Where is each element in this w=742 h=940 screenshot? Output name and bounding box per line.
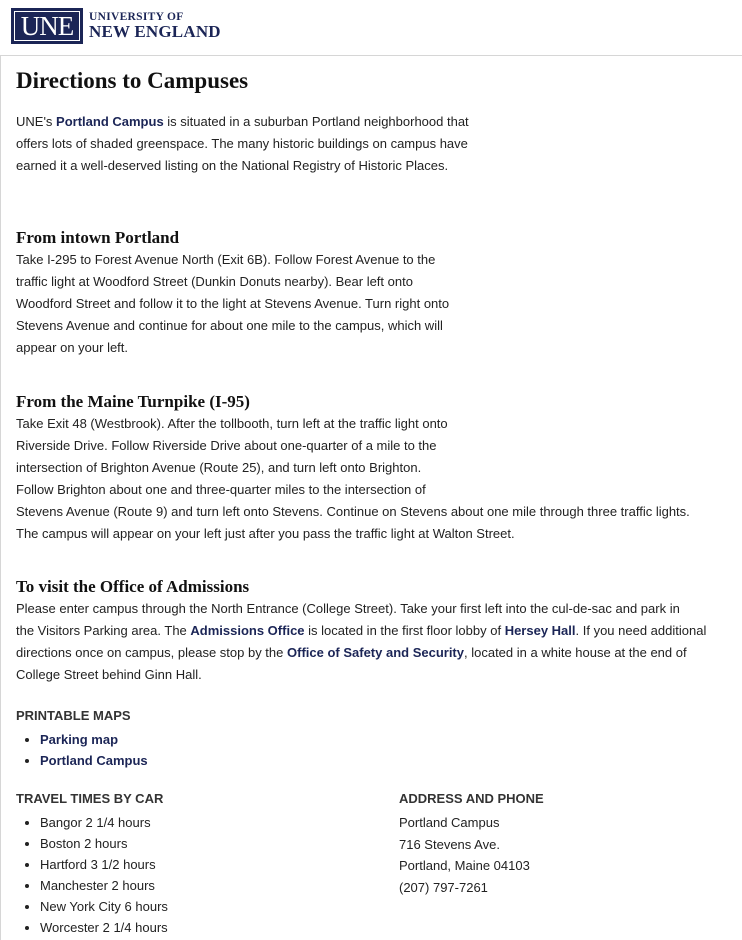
- parking-map-link[interactable]: Parking map: [40, 732, 119, 747]
- intown-directions: [16, 249, 536, 359]
- list-item: • Manchester 2 hours: [40, 875, 168, 896]
- page-title: Directions to Campuses: [16, 68, 249, 93]
- intro-text-post: is situated in a suburban Portland neighborhood that offers lots of shaded greenspace. The many historic buildings on campus have earned it a well-deserved listing on the National Registry of Historic Places.: [16, 114, 469, 173]
- list-item: [40, 729, 148, 750]
- admissions-section: [16, 576, 742, 686]
- turnpike-line: Stevens Avenue (Route 9) and turn left onto Stevens. Continue on Stevens about one mile through three traffic lights.: [16, 504, 690, 519]
- turnpike-line: Follow Brighton about one and three-quarter miles to the intersection of: [16, 482, 426, 497]
- logo-mark: UNE: [11, 8, 83, 44]
- address-section: [399, 790, 544, 898]
- intown-line: appear on your left.: [16, 340, 129, 355]
- intro-text-pre: UNE's: [16, 114, 57, 129]
- travel-times-heading: TRAVEL TIMES BY CAR: [16, 791, 164, 806]
- turnpike-directions: [16, 413, 742, 545]
- address-heading: ADDRESS AND PHONE: [399, 791, 544, 806]
- portland-campus-link[interactable]: Portland Campus: [56, 114, 164, 129]
- printable-maps-heading: PRINTABLE MAPS: [16, 708, 131, 723]
- hersey-hall-link[interactable]: Hersey Hall: [504, 623, 576, 638]
- site-header: [0, 0, 742, 54]
- admissions-directions: [16, 598, 742, 686]
- admissions-text: , located in a white house at the end of: [464, 645, 687, 660]
- list-item: • Hartford 3 1/2 hours: [40, 854, 168, 875]
- logo-line-1: UNIVERSITY OF: [89, 10, 184, 23]
- admissions-line: College Street behind Ginn Hall.: [16, 667, 202, 682]
- address-block: [399, 812, 544, 898]
- list-item: • New York City 6 hours: [40, 896, 168, 917]
- admissions-line: [16, 620, 742, 642]
- list-item: • Bangor 2 1/4 hours: [40, 812, 168, 833]
- list-item: • Boston 2 hours: [40, 833, 168, 854]
- intown-line: Stevens Avenue and continue for about one mile to the campus, which will: [16, 318, 443, 333]
- address-line: 716 Stevens Ave.: [399, 836, 500, 852]
- printable-maps-section: [16, 707, 148, 771]
- list-item: • Worcester 2 1/4 hours: [40, 917, 168, 938]
- list-item: [40, 750, 148, 771]
- main-content: [16, 66, 742, 177]
- intown-section: [16, 227, 536, 359]
- travel-times-section: [16, 790, 168, 938]
- turnpike-line: intersection of Brighton Avenue (Route 25), and turn left onto Brighton.: [16, 460, 422, 475]
- admissions-line: Please enter campus through the North Entrance (College Street). Take your first left into the cul-de-sac and park in: [16, 601, 680, 616]
- logo-line-2: NEW ENGLAND: [89, 22, 221, 42]
- intown-line: Take I-295 to Forest Avenue North (Exit 6B). Follow Forest Avenue to the: [16, 252, 436, 267]
- admissions-text: is located in the first floor lobby of: [304, 623, 505, 638]
- une-logo[interactable]: [11, 8, 221, 44]
- address-line: Portland, Maine 04103: [399, 858, 530, 873]
- turnpike-section: [16, 391, 742, 545]
- address-line: Portland Campus: [399, 815, 500, 830]
- turnpike-line: The campus will appear on your left just after you pass the traffic light at Walton Street.: [16, 526, 515, 541]
- turnpike-heading: From the Maine Turnpike (I-95): [16, 392, 250, 411]
- intown-line: traffic light at Woodford Street (Dunkin Donuts nearby). Bear left onto: [16, 274, 413, 289]
- intown-line: Woodford Street and follow it to the light at Stevens Avenue. Turn right onto: [16, 296, 450, 311]
- phone-number: (207) 797-7261: [399, 879, 488, 895]
- intro-paragraph: [16, 111, 486, 177]
- admissions-heading: To visit the Office of Admissions: [16, 577, 250, 596]
- admissions-text: the Visitors Parking area. The: [16, 623, 191, 638]
- admissions-text: . If you need additional: [575, 623, 707, 638]
- portland-campus-map-link[interactable]: Portland Campus: [40, 753, 148, 768]
- admissions-line: [16, 642, 742, 664]
- travel-times-list: [16, 812, 168, 938]
- maps-list: [16, 729, 148, 771]
- safety-security-link[interactable]: Office of Safety and Security: [287, 645, 464, 660]
- intown-heading: From intown Portland: [16, 228, 180, 247]
- turnpike-line: Riverside Drive. Follow Riverside Drive about one-quarter of a mile to the: [16, 438, 437, 453]
- logo-wordmark: [89, 12, 221, 41]
- admissions-office-link[interactable]: Admissions Office: [190, 623, 305, 638]
- turnpike-line: Take Exit 48 (Westbrook). After the tollbooth, turn left at the traffic light onto: [16, 416, 448, 431]
- admissions-text: directions once on campus, please stop by the: [16, 645, 287, 660]
